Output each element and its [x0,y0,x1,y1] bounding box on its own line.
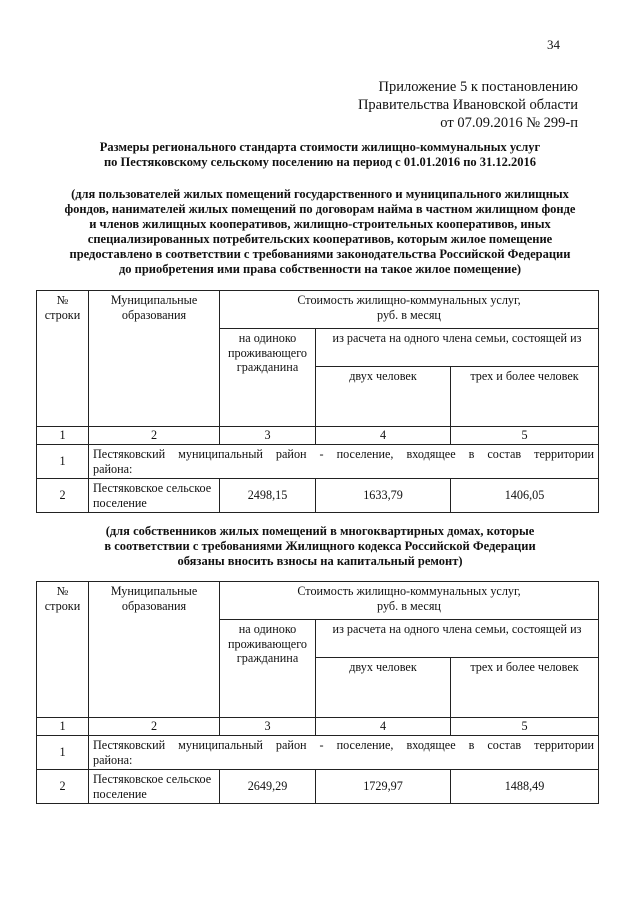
page-number: 34 [547,37,560,52]
header-row [37,582,599,620]
header-cost-line: Стоимость жилищно-коммунальных услуг, [297,293,521,307]
row-number: 2 [37,479,89,513]
column-number: 3 [220,427,316,445]
header-per-member: из расчета на одного члена семьи, состоящей из [316,329,599,367]
header-single: на одиноко проживающего гражданина [220,329,316,427]
district-heading [89,736,599,770]
appendix-note [358,78,578,132]
header-two-persons: двух человек [316,658,451,718]
appendix-line: Правительства Ивановской области [357,97,578,113]
caption-line: обязаны вносить взносы на капитальный ремонт) [177,554,463,568]
column-number: 3 [220,718,316,736]
rates-table-2 [36,581,599,804]
header-cost-line: руб. в месяц [377,598,441,613]
appendix-line: Приложение 5 к постановлению [378,79,578,95]
column-number-row [37,718,599,736]
header-per-member: из расчета на одного члена семьи, состоящей из [316,620,599,658]
row-number: 1 [37,736,89,770]
title-line: Размеры регионального стандарта стоимости жилищно-коммунальных услуг [99,140,541,154]
caption-line: и членов жилищных кооперативов, жилищно-строительных кооперативов, иных [89,217,551,231]
caption-line: (для собственников жилых помещений в многоквартирных домах, которые [105,524,535,538]
caption-line: предоставлено в соответствии с требованиями законодательства Российской Федерации [69,247,571,261]
column-number: 4 [316,427,451,445]
section1-caption [0,187,640,277]
cost-single: 2498,15 [220,479,316,513]
caption-line: (для пользователей жилых помещений государственного и муниципального жилищных [71,187,569,201]
header-two-persons: двух человек [316,367,451,427]
header-municipality: Муниципальные образования [89,291,220,427]
title-line: по Пестяковскому сельскому поселению на период с 01.01.2016 по 31.12.2016 [103,155,537,169]
caption-line: до приобретения ими права собственности на такое жилое помещение) [118,262,522,276]
caption-line: в соответствии с требованиями Жилищного кодекса Российской Федерации [104,539,536,553]
header-row-number: № строки [37,291,89,427]
header-row [37,291,599,329]
column-number: 5 [451,427,599,445]
district-heading-line: Пестяковский муниципальный район - поселение, входящее в состав территории [93,447,595,461]
district-heading-line: района: [93,752,133,767]
column-number: 2 [89,427,220,445]
cost-two-persons: 1729,97 [316,770,451,804]
header-cost [220,582,599,620]
header-single: на одиноко проживающего гражданина [220,620,316,718]
header-row-number: № строки [37,582,89,718]
column-number: 1 [37,427,89,445]
cost-single: 2649,29 [220,770,316,804]
document-title [0,140,640,170]
district-heading-line: Пестяковский муниципальный район - поселение, входящее в состав территории [93,738,595,752]
column-number-row [37,427,599,445]
section2-caption [0,524,640,569]
cost-three-persons: 1406,05 [451,479,599,513]
table-row [37,736,599,770]
header-three-persons: трех и более человек [451,367,599,427]
rates-table-1 [36,290,599,513]
column-number: 5 [451,718,599,736]
caption-line: фондов, нанимателей жилых помещений по договорам найма в частном жилищном фонде [64,202,576,216]
header-three-persons: трех и более человек [451,658,599,718]
district-heading [89,445,599,479]
header-cost-line: Стоимость жилищно-коммунальных услуг, [297,584,521,598]
cost-two-persons: 1633,79 [316,479,451,513]
row-number: 1 [37,445,89,479]
table-row [37,770,599,804]
table-row [37,479,599,513]
column-number: 2 [89,718,220,736]
header-cost-line: руб. в месяц [377,307,441,322]
table-row [37,445,599,479]
cost-three-persons: 1488,49 [451,770,599,804]
caption-line: специализированных потребительских кооперативов, которым жилое помещение [87,232,553,246]
municipality-name: Пестяковское сельское поселение [89,479,220,513]
district-heading-line: района: [93,461,133,476]
row-number: 2 [37,770,89,804]
header-cost [220,291,599,329]
column-number: 1 [37,718,89,736]
header-municipality: Муниципальные образования [89,582,220,718]
column-number: 4 [316,718,451,736]
appendix-line: от 07.09.2016 № 299-п [440,115,578,131]
municipality-name: Пестяковское сельское поселение [89,770,220,804]
